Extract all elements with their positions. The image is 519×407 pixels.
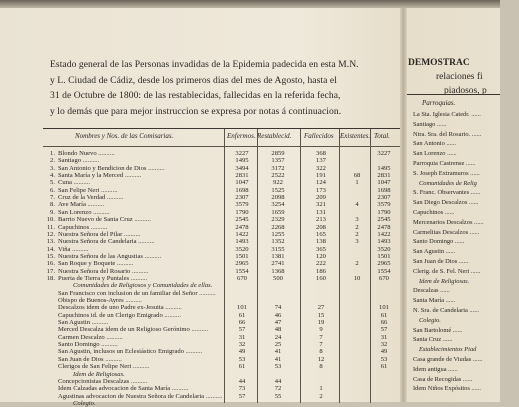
row-value: 3227 — [235, 150, 249, 157]
row-value: 500 — [273, 274, 283, 282]
right-list-item: Idem antigua ...... — [413, 365, 458, 373]
right-list-item: Mercenarios Descalzos ...... — [413, 218, 484, 226]
row-value: 15 — [317, 311, 325, 319]
right-column-header: Parroquias. — [422, 99, 456, 107]
row-value: 66 — [238, 319, 246, 327]
row-value: 2831 — [377, 172, 391, 180]
row-value: 25 — [274, 341, 282, 349]
row-value: 3520 — [377, 245, 391, 253]
row-value: 1368 — [271, 267, 285, 275]
row-value: 137 — [316, 157, 326, 165]
row-value: 2 — [355, 230, 359, 238]
row-value: 1493 — [377, 238, 391, 246]
row-value: 2 — [355, 260, 359, 268]
row-value: 208 — [316, 223, 326, 231]
row-value: 44 — [238, 377, 246, 385]
right-list-item: La Sta. Iglesia Catedr. ...... — [413, 111, 481, 118]
right-title: DEMOSTRAC — [408, 58, 470, 68]
right-list-item: Ntra. Sra. del Rosario. ...... — [413, 130, 482, 138]
right-list-item: San Bartolomé ...... — [413, 326, 463, 334]
row-number: 14. — [46, 245, 55, 253]
row-value: 12 — [317, 355, 325, 363]
row-name: Nuestra Señora del Pilar .......... — [58, 230, 141, 238]
page-top-edge — [0, 0, 500, 8]
row-value: 670 — [237, 274, 247, 282]
row-value: 2545 — [235, 216, 249, 224]
right-list-item: Santo Domingo ...... — [413, 238, 465, 246]
row-value: 3 — [355, 238, 359, 246]
row-value: 1381 — [271, 252, 285, 260]
row-value: 3579 — [235, 201, 249, 209]
row-name: San Francisco con inclusion de un familiar del Señor .......... — [58, 289, 216, 297]
row-value: 222 — [316, 260, 326, 268]
row-value: 49 — [380, 348, 388, 356]
row-value: 1525 — [271, 186, 285, 194]
section-label: Idem de Religiosas. — [73, 370, 125, 378]
row-value: 191 — [316, 172, 326, 180]
row-value: 1790 — [235, 208, 249, 216]
row-value: 922 — [273, 179, 283, 187]
header-line: y L. Ciudad de Cádiz, desde los primeros dias del mes de Agosto, hasta el — [50, 74, 337, 86]
header-line: y lo demás que para mejor instruccion se expresa por notas á continuacion. — [50, 105, 342, 117]
row-value: 1698 — [377, 186, 391, 194]
table-row — [43, 334, 400, 341]
row-value: 213 — [316, 216, 326, 224]
section-heading — [43, 282, 400, 289]
right-list-item: Colegio. — [419, 316, 441, 324]
row-value: 322 — [316, 164, 326, 172]
row-name: San Roque y Boquete .......... — [58, 260, 134, 268]
table-row — [43, 224, 400, 231]
table-row — [43, 216, 400, 223]
row-value: 2741 — [271, 260, 285, 268]
row-name: San Lorenzo .......... — [58, 208, 110, 216]
row-name: Obispo de Buenos-Ayres .......... — [58, 297, 142, 304]
row-name: Concepcionistas Descalzas .......... — [58, 377, 148, 385]
row-value: 1554 — [235, 267, 249, 275]
row-number: 12. — [46, 230, 55, 238]
row-number: 16. — [46, 260, 55, 268]
row-name: Carmen Descalzo .......... — [58, 333, 123, 341]
table-row — [43, 363, 400, 370]
row-value: 61 — [238, 311, 246, 319]
row-value: 1357 — [271, 157, 285, 165]
row-value: 670 — [379, 274, 389, 282]
row-name: Puerta de Tierra y Puntales .......... — [58, 274, 148, 282]
row-value: 368 — [316, 150, 326, 157]
row-value: 2965 — [235, 260, 249, 268]
table-row — [43, 385, 400, 392]
right-list-item: S. Joseph Extramuros ...... — [413, 169, 480, 177]
row-value: 2268 — [271, 223, 285, 231]
row-value: 55 — [274, 392, 282, 400]
header-line: 31 de Octubre de 1800: de las restablecidas, fallecidas en la referida fecha, — [50, 90, 341, 101]
row-value: 53 — [380, 355, 388, 363]
row-number: 9. — [50, 208, 55, 216]
row-name: San Antonio y Bendicion de Dios .......... — [58, 164, 165, 172]
row-value: 1493 — [235, 238, 249, 246]
table-row — [43, 157, 400, 164]
row-value: 1422 — [377, 230, 391, 238]
row-value: 2307 — [235, 194, 249, 202]
row-value: 2859 — [271, 150, 285, 157]
row-value: 8 — [319, 363, 323, 371]
row-value: 49 — [238, 348, 246, 356]
row-value: 7 — [319, 341, 323, 349]
row-value: 2478 — [235, 223, 249, 231]
row-name: Barrio Nuevo de Santa Cruz .......... — [58, 216, 151, 224]
section-heading — [43, 371, 400, 378]
table-row — [43, 378, 400, 385]
row-number: 2. — [50, 157, 55, 165]
column-header-recovered: Restablecid. — [257, 132, 292, 140]
row-name: Agustinas advocacion de Nuestra Señora de Candelaria .......... — [58, 392, 223, 400]
row-value: 57 — [238, 326, 246, 334]
row-value: 120 — [316, 252, 326, 260]
right-list-item: San Juan de Dios ...... — [413, 258, 469, 265]
right-list-item: San Lorenzo ...... — [413, 150, 457, 158]
row-value: 7 — [319, 333, 323, 341]
row-value: 73 — [238, 385, 246, 393]
column-header-deceased: Fallecidos — [304, 132, 334, 140]
row-value: 1 — [355, 179, 359, 187]
document-header — [50, 57, 402, 119]
row-name: Cuna .......... — [58, 179, 91, 187]
row-value: 66 — [380, 319, 388, 327]
row-value: 3 — [355, 216, 359, 224]
row-number: 11. — [47, 223, 55, 231]
right-list-item: Idem Niños Expósitos ...... — [413, 385, 481, 393]
row-value: 1495 — [377, 164, 391, 172]
row-value: 74 — [274, 304, 282, 312]
row-value: 3172 — [271, 164, 285, 172]
row-value: 1495 — [235, 157, 249, 165]
section-label: Colegio. — [73, 399, 96, 407]
right-line: piadosos, p — [444, 86, 487, 96]
row-value: 72 — [274, 385, 282, 393]
row-value: 186 — [316, 267, 326, 275]
row-value: 3520 — [235, 245, 249, 253]
row-value: 101 — [237, 304, 247, 312]
right-list-item: Casa de Recogidas ...... — [413, 375, 473, 383]
row-value: 1422 — [235, 230, 249, 238]
row-name: Ave María .......... — [58, 201, 105, 209]
row-value: 1 — [319, 385, 323, 393]
row-value: 3155 — [271, 245, 285, 253]
row-value: 2329 — [271, 216, 285, 224]
row-name: San Agustin, inclusos un Eclesiástico Emigrado .......... — [58, 348, 203, 356]
column-header-existing: Existentes. — [340, 132, 371, 140]
row-value: 53 — [238, 355, 246, 363]
table-row — [43, 209, 400, 216]
row-value: 46 — [274, 311, 282, 319]
row-value: 165 — [316, 230, 326, 238]
table-row — [43, 238, 400, 245]
right-list-item: Parroquia Castrense ...... — [413, 160, 476, 167]
table-row — [43, 319, 400, 326]
row-value: 2098 — [271, 194, 285, 202]
row-value: 209 — [316, 194, 326, 202]
row-value: 1501 — [235, 252, 249, 260]
table-row — [43, 304, 400, 311]
right-list-item: San Agustin ...... — [413, 248, 456, 256]
right-list-item: Clerig. de S. Fel. Neri ...... — [413, 267, 481, 275]
row-value: 2478 — [377, 223, 391, 231]
row-value: 2522 — [271, 172, 285, 180]
right-list-item: N. Sra. de Candelaria ...... — [413, 307, 480, 314]
row-value: 138 — [316, 238, 326, 246]
table-row — [43, 348, 400, 355]
row-name: Capuchinos .......... — [58, 223, 108, 231]
row-value: 2965 — [377, 260, 391, 268]
row-number: 8. — [50, 201, 55, 209]
right-list-item: S. Franc. Observantes ...... — [413, 189, 481, 197]
row-value: 1501 — [377, 252, 391, 260]
row-value: 44 — [274, 377, 282, 385]
table-row — [43, 165, 400, 172]
row-value: 2 — [355, 223, 359, 231]
table-row — [43, 260, 400, 267]
table-row — [43, 201, 400, 208]
row-value: 68 — [353, 172, 361, 180]
table-row — [43, 187, 400, 194]
row-name: Nuestra Señora de Candelaria .......... — [58, 238, 155, 246]
row-value: 1659 — [271, 208, 285, 216]
row-value: 57 — [380, 326, 388, 334]
row-value: 3227 — [377, 150, 391, 157]
row-value: 1554 — [377, 267, 391, 275]
row-number: 3. — [50, 164, 55, 172]
row-value: 3579 — [377, 201, 391, 209]
row-name: Santo Domingo .......... — [58, 341, 118, 349]
row-value: 131 — [316, 208, 326, 216]
right-list-item: San Diego Descalzos ...... — [413, 199, 479, 207]
row-number: 4. — [50, 172, 55, 180]
row-value: 3254 — [271, 201, 285, 209]
right-list-item: Descalzas ...... — [413, 287, 450, 295]
right-list-item: Carmelitas Descalzos ...... — [413, 228, 480, 236]
row-name: San Juan de Dios .......... — [58, 355, 122, 363]
right-table — [407, 94, 500, 403]
row-name: Idem Calzadas advocacion de Santa María .......... — [58, 385, 189, 393]
row-value: 1047 — [377, 179, 391, 187]
row-value: 9 — [319, 326, 323, 334]
table-row — [43, 341, 400, 348]
row-value: 41 — [274, 348, 282, 356]
row-number: 17. — [46, 267, 55, 275]
row-name: Capuchinos id. de un Clerigo Emigrado .......... — [58, 311, 181, 319]
row-number: 13. — [46, 238, 55, 246]
right-list-item: Santiago ...... — [413, 120, 447, 128]
table-row — [43, 275, 400, 282]
table-row — [43, 326, 400, 333]
row-value: 31 — [238, 333, 246, 341]
table-row — [43, 393, 400, 400]
row-value: 61 — [380, 311, 388, 319]
row-value: 1790 — [377, 208, 391, 216]
table-row — [43, 150, 400, 157]
row-name: Nuestra Señora de las Angustias .......... — [58, 252, 162, 260]
right-list-item: Capuchinos ...... — [413, 209, 455, 216]
row-number: 7. — [50, 194, 55, 202]
table-row — [43, 268, 400, 275]
row-number: 5. — [50, 179, 55, 187]
row-name: Descalzos idem de uno Padre ex-Jesuita .......... — [58, 304, 182, 312]
table-row — [43, 297, 400, 304]
main-table — [43, 128, 400, 407]
right-line: relaciones fi — [436, 72, 483, 82]
row-value: 41 — [274, 355, 282, 363]
section-label: Comunidades de Religiosos y Comunidades de ellas. — [73, 282, 213, 290]
row-value: 1352 — [271, 238, 285, 246]
table-row — [43, 290, 400, 297]
section-heading — [43, 400, 400, 407]
row-name: San Agustin .......... — [58, 319, 109, 327]
right-list-item: Comunidades de Relig — [419, 179, 477, 187]
right-list-item: Santa Cruz ...... — [413, 336, 453, 344]
table-row — [43, 253, 400, 260]
row-value: 57 — [238, 392, 246, 400]
row-value: 47 — [274, 319, 282, 327]
table-row — [43, 179, 400, 186]
row-value: 2 — [319, 392, 323, 400]
row-value: 27 — [317, 304, 325, 312]
right-list-item: Idem de Religiosas. — [419, 277, 470, 285]
row-value: 173 — [316, 186, 326, 194]
row-value: 53 — [274, 363, 282, 371]
row-value: 1047 — [235, 179, 249, 187]
row-value: 8 — [319, 348, 323, 356]
row-value: 31 — [380, 333, 388, 341]
row-value: 365 — [316, 245, 326, 253]
table-row — [43, 356, 400, 363]
row-name: San Felipe Neri .......... — [58, 186, 118, 194]
row-value: 1698 — [235, 186, 249, 194]
row-name: Nuestra Señora del Rosario .......... — [58, 267, 149, 275]
table-row — [43, 312, 400, 319]
table-row — [43, 231, 400, 238]
column-header-names: Nombres y Nos. de las Comisarias. — [75, 132, 174, 140]
header-rule — [43, 146, 400, 147]
row-number: 1. — [50, 150, 55, 157]
row-value: 321 — [316, 201, 326, 209]
right-list-item: Establecimientos Piad — [419, 346, 477, 354]
row-number: 18. — [46, 274, 55, 282]
right-list-item: Santa María ...... — [413, 297, 456, 305]
right-list-item: Casa grande de Viudas ...... — [413, 356, 483, 363]
row-value: 19 — [317, 319, 325, 327]
table-row — [43, 194, 400, 201]
row-value: 48 — [274, 326, 282, 334]
row-number: 15. — [46, 252, 55, 260]
right-list-item: San Antonio ...... — [413, 140, 456, 148]
row-value: 2545 — [377, 216, 391, 224]
row-value: 160 — [316, 274, 326, 282]
column-header-sick: Enfermos. — [227, 132, 256, 140]
row-value: 1255 — [271, 230, 285, 238]
row-value: 61 — [238, 363, 246, 371]
row-value: 101 — [379, 304, 389, 312]
header-line: Estado general de las Personas invadidas de la Epidemia padecida en esta M.N. — [50, 59, 359, 70]
row-value: 124 — [316, 179, 326, 187]
row-value: 3494 — [235, 164, 249, 172]
row-value: 32 — [238, 341, 246, 349]
row-value: 10 — [353, 274, 361, 282]
row-name: Santiago .......... — [58, 157, 100, 165]
row-number: 6. — [50, 186, 55, 194]
row-name: Viña .......... — [58, 245, 89, 253]
table-row — [43, 172, 400, 179]
row-number: 10. — [46, 216, 55, 224]
row-value: 2307 — [377, 194, 391, 202]
row-name: Santa María y la Merced .......... — [58, 172, 142, 180]
row-value: 32 — [380, 341, 388, 349]
row-value: 24 — [274, 333, 282, 341]
right-page-header — [408, 56, 518, 98]
row-value: 61 — [380, 363, 388, 371]
row-name: Cruz de la Verdad .......... — [58, 194, 124, 202]
row-name: Clerigos de San Felipe Neri .......... — [58, 363, 150, 371]
table-row — [43, 246, 400, 253]
column-header-total: Total. — [374, 132, 390, 140]
row-name: Merced Descalza idem de un Religioso Gerónimo .......... — [58, 326, 208, 334]
row-value: 4 — [355, 201, 359, 209]
page-fold — [400, 8, 407, 402]
row-value: 2831 — [235, 172, 249, 180]
row-name: Blondo Nuevo .......... — [58, 150, 115, 157]
